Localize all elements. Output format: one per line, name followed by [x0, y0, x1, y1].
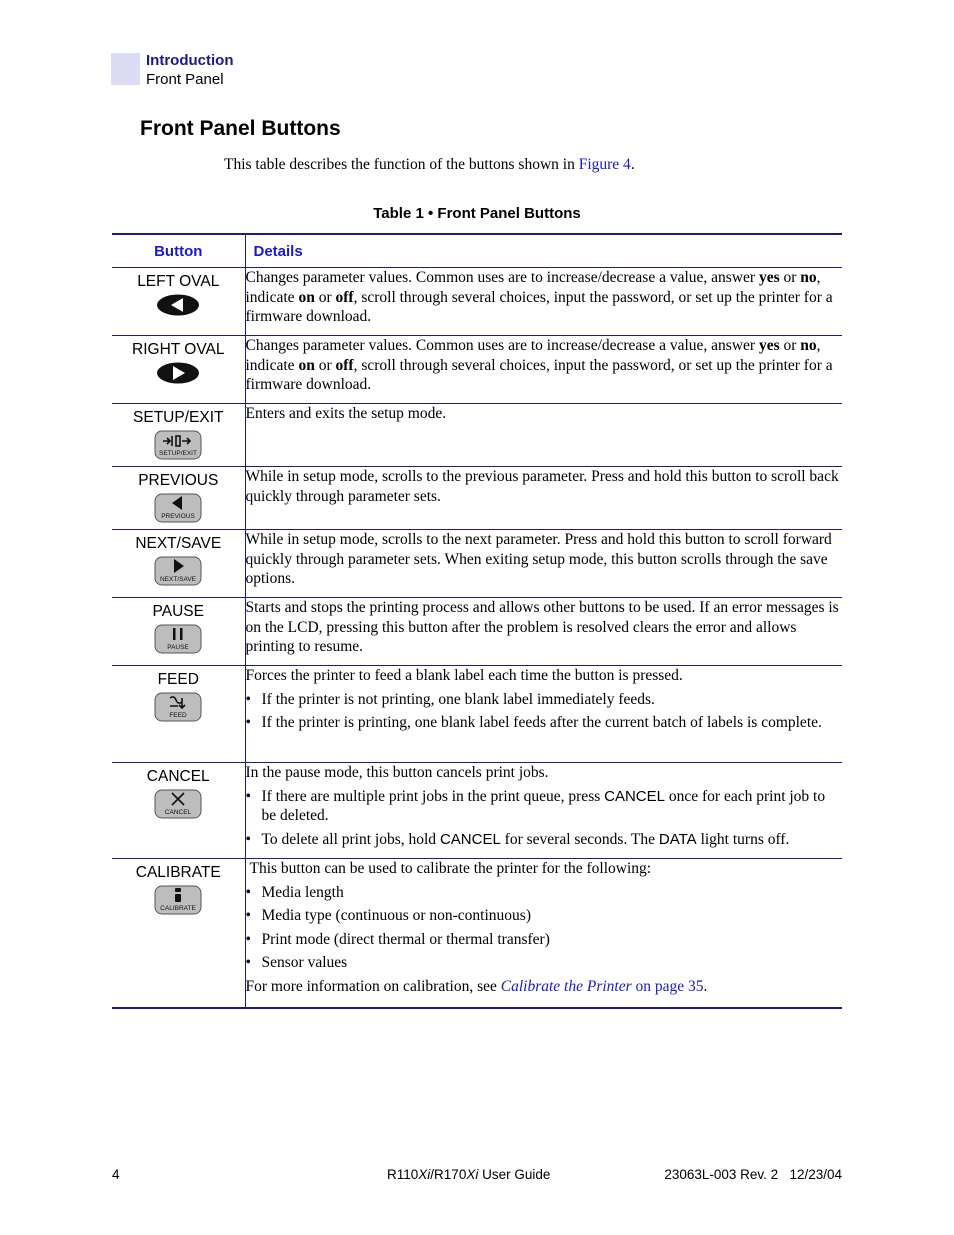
- left-oval-icon: [156, 294, 200, 316]
- button-name: LEFT OVAL: [137, 273, 220, 290]
- next-save-icon: [154, 556, 202, 586]
- table-row: [112, 467, 842, 530]
- header-marker: [111, 53, 140, 85]
- table-header-row: [112, 234, 842, 268]
- svg-text:FEED: FEED: [169, 712, 187, 719]
- button-name: FEED: [157, 671, 199, 688]
- svg-text:CALIBRATE: CALIBRATE: [160, 905, 197, 912]
- button-name: SETUP/EXIT: [133, 409, 224, 426]
- table-row: [112, 859, 842, 1008]
- intro-paragraph: This table describes the function of the buttons shown in Figure 4.: [224, 156, 635, 173]
- column-header-button: Button: [112, 234, 245, 268]
- feed-icon: [154, 692, 202, 722]
- table-caption: Table 1 • Front Panel Buttons: [373, 205, 581, 222]
- list-item: • If the printer is printing, one blank label feeds after the current batch of labels is complete.: [246, 713, 843, 733]
- table-row: [112, 336, 842, 404]
- page-title: Front Panel Buttons: [140, 117, 341, 140]
- list-item: • Media type (continuous or non-continuous): [246, 906, 843, 926]
- list-item: • Print mode (direct thermal or thermal transfer): [246, 930, 843, 950]
- button-name: CANCEL: [146, 768, 210, 785]
- table-row: [112, 268, 842, 336]
- list-item: • To delete all print jobs, hold CANCEL for several seconds. The DATA light turns off.: [246, 830, 843, 850]
- doc-reference: 23063L-003 Rev. 2 12/23/04: [664, 1167, 842, 1182]
- svg-text:PREVIOUS: PREVIOUS: [161, 513, 196, 520]
- column-header-details: Details: [245, 234, 842, 268]
- figure-link[interactable]: Figure 4: [578, 156, 631, 173]
- table-row: [112, 666, 842, 763]
- svg-text:SETUP/EXIT: SETUP/EXIT: [159, 450, 198, 457]
- details-cell: Changes parameter values. Common uses are to increase/decrease a value, answer yes or no, indicate on or off, scroll through several choices, input the password, or set up the printer for a firmware download.: [245, 336, 842, 404]
- right-oval-icon: [156, 362, 200, 384]
- buttons-table: [112, 233, 842, 1009]
- header-section: Front Panel: [146, 71, 224, 88]
- table-row: [112, 598, 842, 666]
- calibrate-icon: [154, 885, 202, 915]
- svg-text:CANCEL: CANCEL: [165, 809, 192, 816]
- svg-text:PAUSE: PAUSE: [167, 644, 190, 651]
- previous-icon: [154, 493, 202, 523]
- page-number: 4: [112, 1167, 120, 1182]
- table-row: [112, 530, 842, 598]
- table-row: [112, 404, 842, 467]
- details-cell: Changes parameter values. Common uses are to increase/decrease a value, answer yes or no, indicate on or off, scroll through several choices, input the password, or set up the printer for a firmware download.: [245, 268, 842, 336]
- button-name: NEXT/SAVE: [135, 535, 222, 552]
- details-cell: This button can be used to calibrate the printer for the following: • Media length • Media type (continuous or non-continuous) • Print mode (direct thermal or thermal transfer) • Sensor values For more information on calibration, see Calibrate the Printer on page 35.: [245, 859, 842, 1008]
- list-item: • If the printer is not printing, one blank label immediately feeds.: [246, 690, 843, 710]
- svg-text:NEXT/SAVE: NEXT/SAVE: [160, 576, 197, 583]
- guide-title: R110Xi/R170Xi User Guide: [387, 1167, 551, 1182]
- details-cell: While in setup mode, scrolls to the previous parameter. Press and hold this button to scroll back quickly through parameter sets.: [245, 467, 842, 530]
- setup-exit-icon: [154, 430, 202, 460]
- details-cell: Starts and stops the printing process and allows other buttons to be used. If an error messages is on the LCD, pressing this button after the problem is resolved clears the error and allows printing to resume.: [245, 598, 842, 666]
- button-name: PREVIOUS: [138, 472, 219, 489]
- list-item: • Media length: [246, 883, 843, 903]
- details-cell: Forces the printer to feed a blank label each time the button is pressed. • If the printer is not printing, one blank label immediately feeds. • If the printer is printing, one blank label feeds after the current batch of labels is complete.: [245, 666, 842, 763]
- list-item: • If there are multiple print jobs in the print queue, press CANCEL once for each print job to be deleted.: [246, 787, 843, 826]
- button-name: CALIBRATE: [135, 864, 221, 881]
- details-cell: In the pause mode, this button cancels print jobs. • If there are multiple print jobs in the print queue, press CANCEL once for each print job to be deleted. • To delete all print jobs, hold CANCEL for several seconds. The DATA light turns off.: [245, 763, 842, 859]
- header-chapter: Introduction: [146, 52, 234, 69]
- details-cell: While in setup mode, scrolls to the next parameter. Press and hold this button to scroll forward quickly through parameter sets. When exiting setup mode, this button scrolls through the save options.: [245, 530, 842, 598]
- table-row: [112, 763, 842, 859]
- button-name: RIGHT OVAL: [132, 341, 225, 358]
- list-item: • Sensor values: [246, 953, 843, 973]
- button-name: PAUSE: [152, 603, 204, 620]
- details-cell: Enters and exits the setup mode.: [245, 404, 842, 467]
- calibrate-link[interactable]: Calibrate the Printer on page 35: [500, 977, 704, 995]
- pause-icon: [154, 624, 202, 654]
- cancel-icon: [154, 789, 202, 819]
